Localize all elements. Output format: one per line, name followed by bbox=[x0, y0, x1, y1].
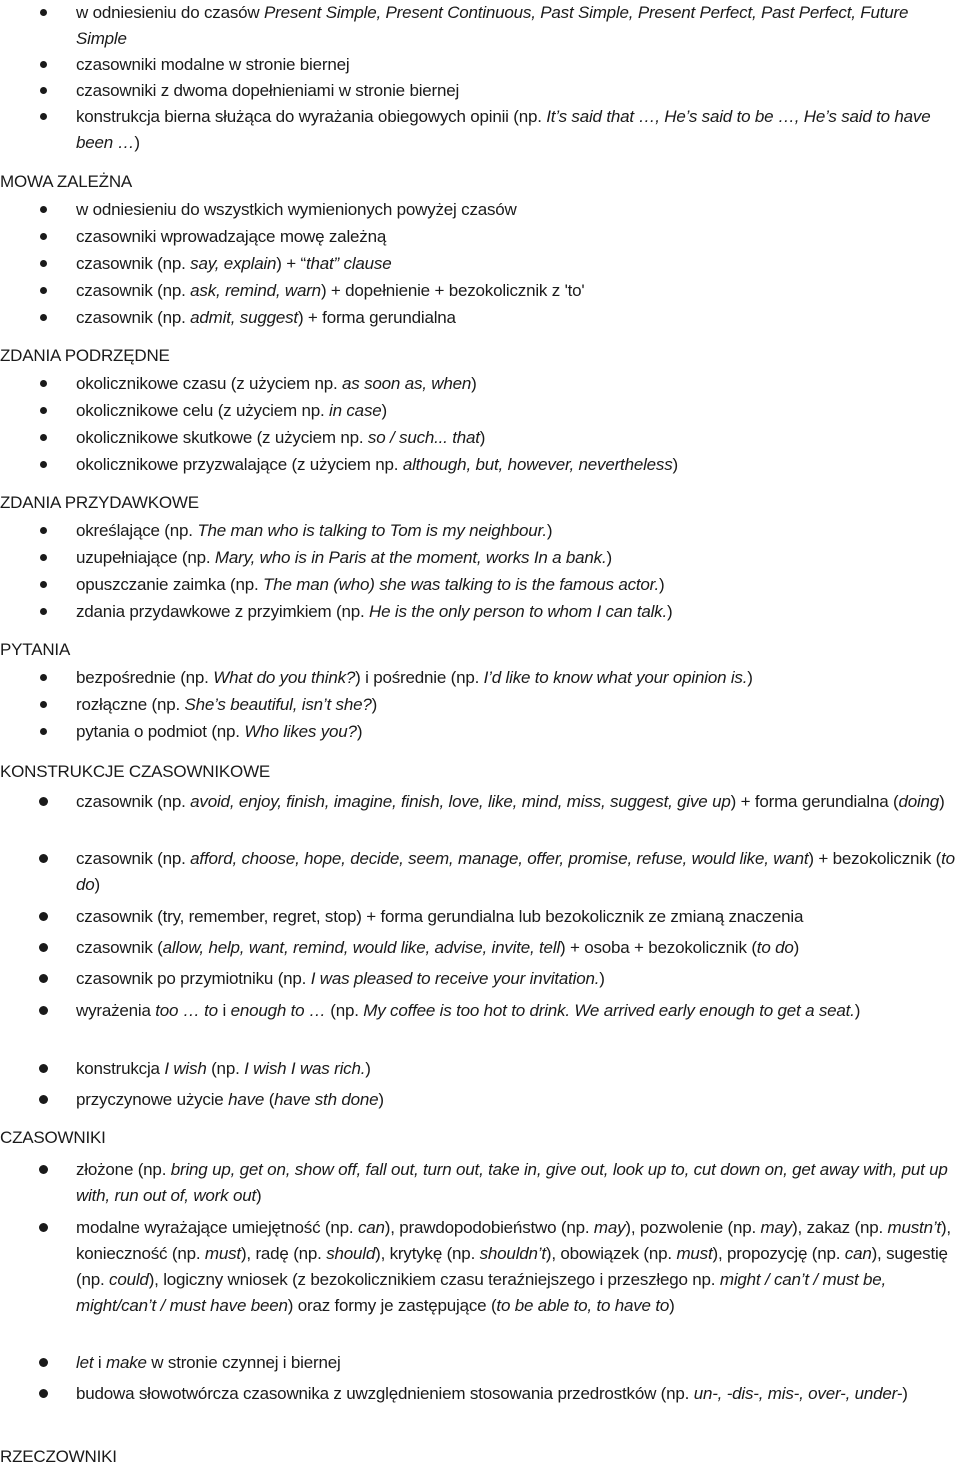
list-item bbox=[76, 251, 960, 277]
item-text: ) bbox=[747, 668, 753, 687]
bullet-icon bbox=[40, 61, 47, 68]
item-text: ), zakaz (np. bbox=[792, 1218, 888, 1237]
example-text: can bbox=[844, 1244, 872, 1263]
item-text: czasownik (np. bbox=[76, 308, 191, 327]
item-text: ( bbox=[264, 1090, 275, 1109]
item-text: w odniesieniu do czasów bbox=[76, 3, 264, 22]
item-text: ) + dopełnienie + bezokolicznik z 'to' bbox=[320, 281, 585, 300]
example-text: allow, help, want, remind, would like, advise, invite, tell bbox=[162, 938, 560, 957]
bullet-icon bbox=[40, 608, 47, 615]
bullet-icon bbox=[39, 1223, 48, 1232]
item-text: okolicznikowe czasu (z użyciem np. bbox=[76, 374, 343, 393]
example-text: should bbox=[326, 1244, 376, 1263]
item-text: ), propozycję (np. bbox=[712, 1244, 845, 1263]
item-text: w odniesieniu do wszystkich wymienionych powyżej czasów bbox=[76, 200, 517, 219]
list-item bbox=[76, 1381, 960, 1407]
example-text: Who likes you? bbox=[244, 722, 357, 741]
example-text: make bbox=[105, 1353, 147, 1372]
item-text: try, remember, regret, stop bbox=[162, 907, 357, 926]
bullet-icon bbox=[40, 87, 47, 94]
list-item bbox=[76, 197, 960, 223]
item-text: ) bbox=[371, 695, 378, 714]
item-text: zdania przydawkowe z przyimkiem (np. bbox=[76, 602, 370, 621]
list-item bbox=[76, 104, 960, 156]
bullet-icon bbox=[39, 1095, 48, 1104]
item-text: czasownik ( bbox=[76, 938, 163, 957]
bullet-icon bbox=[39, 1389, 48, 1398]
item-text: konstrukcja bierna służąca do wyrażania obiegowych opinii (np. bbox=[76, 107, 547, 126]
example-text: bring up, get on, show off, fall out, turn out, take in, give out, look up to, cut down on, get away with, put up with, run out of, work out bbox=[76, 1160, 953, 1205]
bullet-icon bbox=[40, 260, 47, 267]
list-item bbox=[76, 1087, 960, 1113]
example-text: say, explain bbox=[190, 254, 277, 273]
item-text: ) oraz formy je zastępujące ( bbox=[287, 1296, 497, 1315]
example-text: The man (who) she was talking to is the famous actor. bbox=[263, 575, 660, 594]
item-text: ), prawdopodobieństwo (np. bbox=[384, 1218, 594, 1237]
bullet-icon bbox=[40, 206, 47, 213]
item-text: budowa słowotwórcza czasownika z uwzględnieniem stosowania przedrostków (np. bbox=[76, 1384, 694, 1403]
item-text: ) bbox=[606, 548, 612, 567]
list-item bbox=[76, 224, 960, 250]
bullet-icon bbox=[40, 581, 47, 588]
section-heading-rzeczowniki: RZECZOWNIKI bbox=[0, 1447, 117, 1466]
example-text: too … to bbox=[155, 1001, 218, 1020]
item-text: ) bbox=[546, 521, 553, 540]
item-text: ), sugestię (np. bbox=[76, 1244, 953, 1289]
example-text: She’s beautiful, isn’t she? bbox=[184, 695, 372, 714]
bullet-icon bbox=[40, 434, 47, 441]
bullet-icon bbox=[40, 407, 47, 414]
item-text: czasownik (np. bbox=[76, 254, 191, 273]
list-item bbox=[76, 1056, 960, 1082]
item-text: i bbox=[93, 1353, 106, 1372]
example-text: The man who is talking to Tom is my neighbour. bbox=[197, 521, 547, 540]
bullet-icon bbox=[39, 1006, 48, 1015]
bullet-icon bbox=[40, 314, 47, 321]
list-item bbox=[76, 1157, 960, 1209]
bullet-icon bbox=[40, 674, 47, 681]
example-text: have sth done bbox=[274, 1090, 379, 1109]
list-item bbox=[76, 719, 960, 745]
item-text: ) bbox=[356, 722, 363, 741]
bullet-icon bbox=[39, 797, 48, 806]
item-text: ) bbox=[471, 374, 477, 393]
item-text: złożone (np. bbox=[76, 1160, 171, 1179]
example-text: What do you think? bbox=[213, 668, 356, 687]
item-text: przyczynowe użycie bbox=[76, 1090, 229, 1109]
item-text: czasownik (np. bbox=[76, 849, 191, 868]
item-text: czasownik ( bbox=[76, 907, 163, 926]
item-text: czasownik (np. bbox=[76, 281, 191, 300]
item-text: ) + “ bbox=[276, 254, 306, 273]
list-item bbox=[76, 789, 960, 815]
list-item bbox=[76, 904, 960, 930]
example-text: have bbox=[228, 1090, 265, 1109]
bullet-icon bbox=[40, 527, 47, 534]
section-heading-zdania-przydawkowe: ZDANIA PRZYDAWKOWE bbox=[0, 493, 199, 512]
example-text: My coffee is too hot to drink. We arrived early enough to get a seat. bbox=[363, 1001, 855, 1020]
item-text: i bbox=[217, 1001, 231, 1020]
item-text: ) bbox=[667, 602, 673, 621]
item-text: opuszczanie zaimka (np. bbox=[76, 575, 264, 594]
item-text: ), konieczność (np. bbox=[76, 1218, 956, 1263]
bullet-icon bbox=[39, 1358, 48, 1367]
list-item bbox=[76, 452, 960, 478]
item-text: wyrażenia bbox=[76, 1001, 156, 1020]
item-text: ) bbox=[939, 792, 945, 811]
bullet-icon bbox=[40, 554, 47, 561]
example-text: Mary, who is in Paris at the moment, works In a bank. bbox=[214, 548, 607, 567]
example-text: enough to … bbox=[230, 1001, 326, 1020]
bullet-icon bbox=[39, 943, 48, 952]
item-text: czasowniki z dwoma dopełnieniami w stronie biernej bbox=[76, 81, 460, 100]
item-text: ), logiczny wniosek (z bezokolicznikiem czasu teraźniejszego i przeszłego np. bbox=[148, 1270, 720, 1289]
item-text: ) + forma gerundialna lub bezokolicznik ze zmianą znaczenia bbox=[356, 907, 804, 926]
example-text: to be able to, to have to bbox=[496, 1296, 670, 1315]
example-text: I’d like to know what your opinion is. bbox=[483, 668, 748, 687]
example-text: might / can’t / must be, might/can’t / must have been bbox=[76, 1270, 891, 1315]
example-text: It’s said that …, He’s said to be …, He’s said to have been … bbox=[76, 107, 935, 152]
item-text: ), pozwolenie (np. bbox=[625, 1218, 761, 1237]
list-item bbox=[76, 966, 960, 992]
example-text: to do bbox=[756, 938, 794, 957]
item-text: (np. bbox=[206, 1059, 245, 1078]
example-text: as soon as, when bbox=[342, 374, 472, 393]
item-text: w stronie czynnej i biernej bbox=[146, 1353, 341, 1372]
section-heading-konstrukcje-czasownikowe: KONSTRUKCJE CZASOWNIKOWE bbox=[0, 762, 271, 781]
example-text: let bbox=[76, 1353, 94, 1372]
item-text: ) bbox=[256, 1186, 262, 1205]
list-item bbox=[76, 1215, 960, 1319]
item-text: ) + forma gerundialna ( bbox=[730, 792, 899, 811]
bullet-icon bbox=[40, 728, 47, 735]
item-text: (np. bbox=[325, 1001, 364, 1020]
list-item bbox=[76, 52, 960, 78]
example-text: I was pleased to receive your invitation. bbox=[310, 969, 600, 988]
example-text: so / such... that bbox=[367, 428, 480, 447]
example-text: in case bbox=[329, 401, 382, 420]
item-text: ) i pośrednie (np. bbox=[355, 668, 484, 687]
section-heading-pytania: PYTANIA bbox=[0, 640, 71, 659]
bullet-icon bbox=[40, 380, 47, 387]
item-text: ), krytykę (np. bbox=[375, 1244, 480, 1263]
item-text: ) bbox=[479, 428, 486, 447]
item-text: ) bbox=[599, 969, 605, 988]
example-text: to do bbox=[76, 849, 960, 894]
list-item bbox=[76, 278, 960, 304]
example-text: may bbox=[760, 1218, 793, 1237]
item-text: określające (np. bbox=[76, 521, 198, 540]
item-text: okolicznikowe celu (z użyciem np. bbox=[76, 401, 330, 420]
bullet-icon bbox=[40, 461, 47, 468]
item-text: ) + bezokolicznik ( bbox=[808, 849, 942, 868]
bullet-icon bbox=[39, 912, 48, 921]
example-text: ask, remind, warn bbox=[190, 281, 321, 300]
bullet-icon bbox=[40, 701, 47, 708]
item-text: ) bbox=[672, 455, 678, 474]
bullet-icon bbox=[39, 974, 48, 983]
example-text: can bbox=[357, 1218, 385, 1237]
list-item bbox=[76, 846, 960, 898]
list-item bbox=[76, 1350, 960, 1376]
item-text: ) bbox=[378, 1090, 384, 1109]
list-item bbox=[76, 0, 960, 52]
item-text: czasowniki wprowadzające mowę zależną bbox=[76, 227, 387, 246]
bullet-icon bbox=[39, 1165, 48, 1174]
section-heading-czasowniki: CZASOWNIKI bbox=[0, 1128, 106, 1147]
example-text: mustn’t bbox=[887, 1218, 941, 1237]
item-text: ) bbox=[793, 938, 800, 957]
list-item bbox=[76, 371, 960, 397]
section-heading-zdania-podrzedne: ZDANIA PODRZĘDNE bbox=[0, 346, 170, 365]
bullet-icon bbox=[40, 233, 47, 240]
item-text: ) bbox=[134, 133, 140, 152]
section-heading-mowa-zalezna: MOWA ZALEŻNA bbox=[0, 172, 133, 191]
list-item bbox=[76, 78, 960, 104]
list-item bbox=[76, 665, 960, 691]
list-item bbox=[76, 518, 960, 544]
item-text: modalne wyrażające umiejętność (np. bbox=[76, 1218, 358, 1237]
item-text: uzupełniające (np. bbox=[76, 548, 215, 567]
example-text: must bbox=[676, 1244, 713, 1263]
item-text: ) + osoba + bezokolicznik ( bbox=[559, 938, 757, 957]
example-text: although, but, however, nevertheless bbox=[402, 455, 673, 474]
example-text: may bbox=[593, 1218, 626, 1237]
list-item bbox=[76, 935, 960, 961]
list-item bbox=[76, 398, 960, 424]
item-text: ) bbox=[365, 1059, 371, 1078]
item-text: czasowniki modalne w stronie biernej bbox=[76, 55, 350, 74]
bullet-icon bbox=[39, 854, 48, 863]
bullet-icon bbox=[39, 1064, 48, 1073]
item-text: ) bbox=[854, 1001, 861, 1020]
example-text: must bbox=[204, 1244, 241, 1263]
list-item bbox=[76, 425, 960, 451]
example-text: that” clause bbox=[306, 254, 392, 273]
example-text: Present Simple, Present Continuous, Past Simple, Present Perfect, Past Perfect, Future Simple bbox=[76, 3, 913, 48]
list-item bbox=[76, 545, 960, 571]
example-text: afford, choose, hope, decide, seem, manage, offer, promise, refuse, would like, want bbox=[190, 849, 809, 868]
item-text: konstrukcja bbox=[76, 1059, 165, 1078]
item-text: pytania o podmiot (np. bbox=[76, 722, 245, 741]
list-item bbox=[76, 998, 960, 1024]
item-text: ), obowiązek (np. bbox=[545, 1244, 677, 1263]
item-text: ) bbox=[381, 401, 387, 420]
list-item bbox=[76, 692, 960, 718]
list-item bbox=[76, 599, 960, 625]
list-item bbox=[76, 305, 960, 331]
bullet-icon bbox=[40, 287, 47, 294]
item-text: okolicznikowe skutkowe (z użyciem np. bbox=[76, 428, 368, 447]
item-text: ) bbox=[94, 875, 100, 894]
list-item bbox=[76, 572, 960, 598]
item-text: okolicznikowe przyzwalające (z użyciem np. bbox=[76, 455, 403, 474]
item-text: czasownik po przymiotniku (np. bbox=[76, 969, 311, 988]
bullet-icon bbox=[40, 9, 47, 16]
item-text: ) bbox=[669, 1296, 675, 1315]
example-text: avoid, enjoy, finish, imagine, finish, love, like, mind, miss, suggest, give up bbox=[190, 792, 731, 811]
item-text: bezpośrednie (np. bbox=[76, 668, 214, 687]
item-text: ) bbox=[902, 1384, 908, 1403]
example-text: un-, -dis-, mis-, over-, under- bbox=[693, 1384, 903, 1403]
example-text: I wish bbox=[164, 1059, 207, 1078]
item-text: rozłączne (np. bbox=[76, 695, 185, 714]
item-text: czasownik (np. bbox=[76, 792, 191, 811]
item-text: ) + forma gerundialna bbox=[297, 308, 456, 327]
example-text: He is the only person to whom I can talk. bbox=[369, 602, 667, 621]
example-text: I wish I was rich. bbox=[244, 1059, 366, 1078]
example-text: admit, suggest bbox=[190, 308, 298, 327]
example-text: shouldn’t bbox=[479, 1244, 546, 1263]
item-text: ), radę (np. bbox=[240, 1244, 327, 1263]
example-text: could bbox=[109, 1270, 149, 1289]
item-text: ) bbox=[659, 575, 665, 594]
bullet-icon bbox=[40, 113, 47, 120]
example-text: doing bbox=[898, 792, 940, 811]
